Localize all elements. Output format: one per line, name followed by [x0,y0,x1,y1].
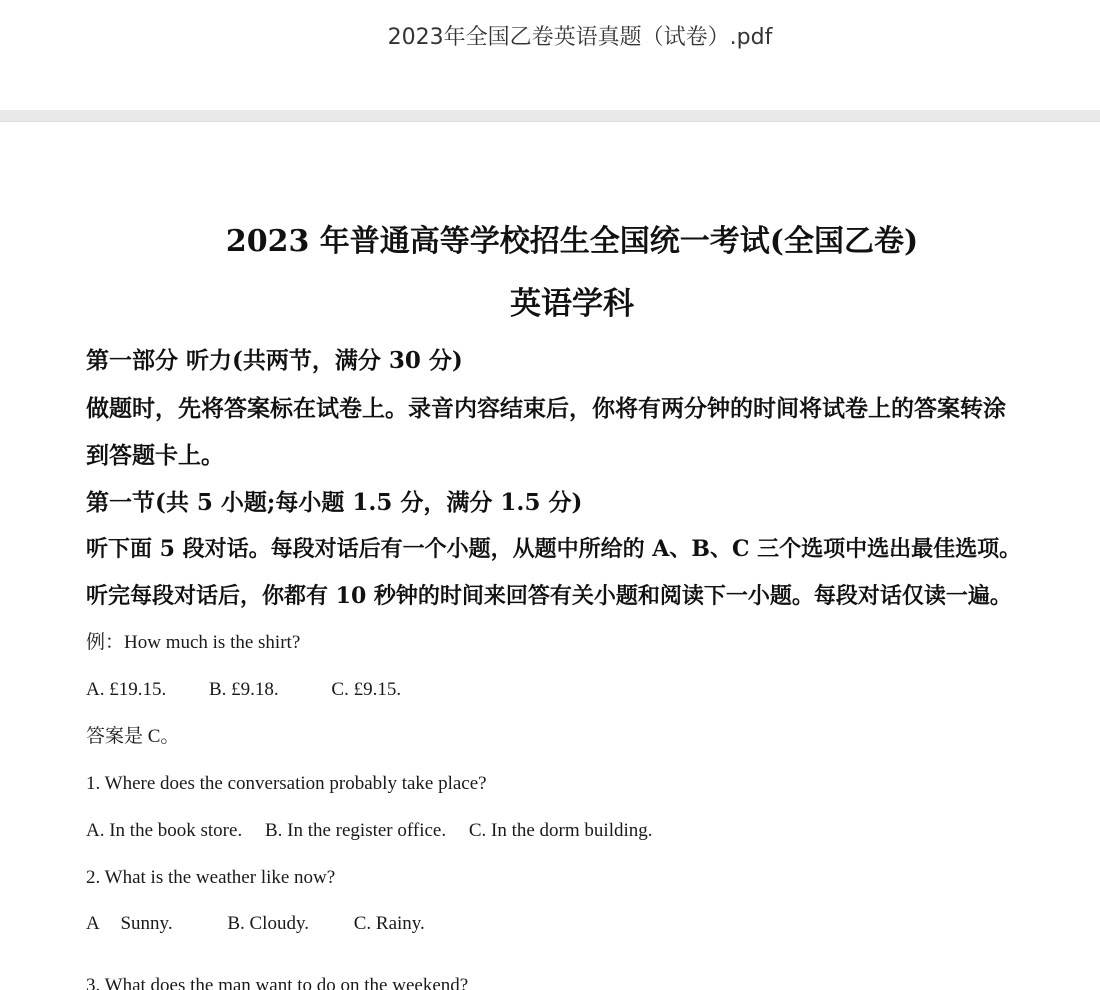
example-question: 例：How much is the shirt? [86,632,301,653]
q2-option-a-letter: A [86,913,100,934]
question-1-options [86,821,653,840]
page-separator [0,110,1100,122]
q2-option-b: B. Cloudy. [227,913,309,934]
section1-heading: 第一节(共 5 小题;每小题 1.5 分，满分 1.5 分) [86,489,583,516]
document-file-title: 2023年全国乙卷英语真题（试卷）.pdf [387,25,773,50]
example-answer: 答案是 C。 [86,726,180,747]
instructions-line-2: 到答题卡上。 [86,442,224,469]
example-options [86,680,401,699]
example-option-b: B. £9.18. [208,679,279,700]
question-2-stem: 2. What is the weather like now? [86,867,336,888]
question-3-stem: 3. What does the man want to do on the weekend? [86,975,469,990]
q2-option-c: C. Rainy. [353,913,425,934]
q1-option-b: B. In the register office. [264,820,447,841]
section1-instructions-line-1: 听下面 5 段对话。每段对话后有一个小题，从题中所给的 A、B、C 三个选项中选出最佳选项。 [86,536,1022,562]
part1-heading: 第一部分 听力(共两节，满分 30 分) [86,347,463,374]
viewer-header [0,0,1100,110]
example-option-c: C. £9.15. [331,679,402,700]
q1-option-a: A. In the book store. [86,820,243,841]
q2-option-a-text: Sunny. [120,913,173,934]
q1-option-c: C. In the dorm building. [468,820,653,841]
example-option-a: A. £19.15. [86,679,167,700]
exam-title: 2023 年普通高等学校招生全国统一考试(全国乙卷) [225,224,919,259]
question-1-stem: 1. Where does the conversation probably take place? [86,773,487,794]
question-2-options [86,914,425,933]
exam-subject: 英语学科 [510,286,634,322]
instructions-line-1: 做题时，先将答案标在试卷上。录音内容结束后，你将有两分钟的时间将试卷上的答案转涂 [86,395,1006,422]
section1-instructions-line-2: 听完每段对话后，你都有 10 秒钟的时间来回答有关小题和阅读下一小题。每段对话仅读一遍。 [86,583,1012,609]
pdf-page [0,122,1100,990]
